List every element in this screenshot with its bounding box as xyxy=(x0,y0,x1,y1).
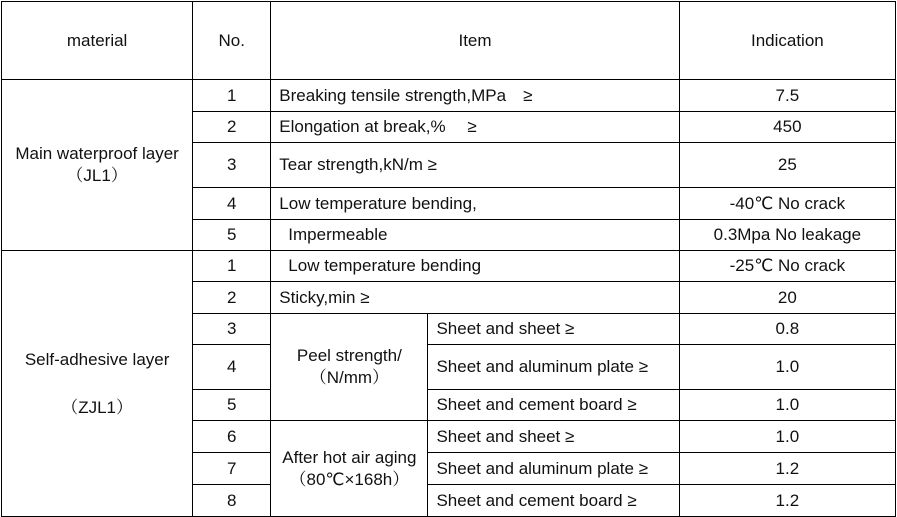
peel-strength-unit: （N/mm） xyxy=(309,368,390,387)
item-cell: Low temperature bending xyxy=(271,251,679,282)
row-number: 1 xyxy=(193,80,271,112)
item-cell: Breaking tensile strength,MPa ≥ xyxy=(271,80,679,112)
indication-cell: 1.0 xyxy=(679,345,895,390)
indication-cell: 25 xyxy=(679,143,895,188)
spec-table xyxy=(1,1,896,517)
indication-cell: -40℃ No crack xyxy=(679,188,895,220)
item-cell: Elongation at break,% ≥ xyxy=(271,112,679,143)
sub-item-cell: Sheet and aluminum plate ≥ xyxy=(428,345,679,390)
item-cell: Sticky,min ≥ xyxy=(271,282,679,314)
row-number: 2 xyxy=(193,112,271,143)
item-cell: Low temperature bending, xyxy=(271,188,679,220)
hot-air-aging-cell xyxy=(271,421,428,517)
indication-cell: 1.0 xyxy=(679,421,895,453)
sub-item-cell: Sheet and cement board ≥ xyxy=(428,485,679,517)
indication-cell: -25℃ No crack xyxy=(679,251,895,282)
row-number: 3 xyxy=(193,314,271,345)
item-cell: Tear strength,kN/m ≥ xyxy=(271,143,679,188)
hot-air-aging-condition: （80℃×168h） xyxy=(289,469,410,489)
row-number: 2 xyxy=(193,282,271,314)
header-no: No. xyxy=(193,2,271,80)
self-adhesive-layer-cell xyxy=(2,251,193,517)
indication-cell: 20 xyxy=(679,282,895,314)
row-number: 6 xyxy=(193,421,271,453)
peel-strength-cell xyxy=(271,314,428,421)
item-cell: Impermeable xyxy=(271,220,679,251)
row-number: 3 xyxy=(193,143,271,188)
row-number: 4 xyxy=(193,188,271,220)
indication-cell: 0.8 xyxy=(679,314,895,345)
hot-air-aging-label: After hot air aging xyxy=(282,447,417,467)
header-indication: Indication xyxy=(679,2,895,80)
header-material: material xyxy=(2,2,193,80)
header-row xyxy=(2,2,896,80)
table-row xyxy=(2,251,896,282)
row-number: 1 xyxy=(193,251,271,282)
row-number: 4 xyxy=(193,345,271,390)
sub-item-cell: Sheet and aluminum plate ≥ xyxy=(428,453,679,485)
main-layer-cell xyxy=(2,80,193,251)
self-adhesive-layer-code: （ZJL1） xyxy=(61,397,133,417)
main-layer-name: Main waterproof layer xyxy=(15,144,179,163)
row-number: 5 xyxy=(193,390,271,421)
indication-cell: 450 xyxy=(679,112,895,143)
indication-cell: 7.5 xyxy=(679,80,895,112)
sub-item-cell: Sheet and cement board ≥ xyxy=(428,390,679,421)
row-number: 5 xyxy=(193,220,271,251)
indication-cell: 0.3Mpa No leakage xyxy=(679,220,895,251)
table-row xyxy=(2,80,896,112)
indication-cell: 1.2 xyxy=(679,453,895,485)
row-number: 7 xyxy=(193,453,271,485)
layer-name-spacer xyxy=(2,371,192,397)
indication-cell: 1.0 xyxy=(679,390,895,421)
main-layer-code: （JL1） xyxy=(66,166,128,185)
row-number: 8 xyxy=(193,485,271,517)
header-item: Item xyxy=(271,2,679,80)
sub-item-cell: Sheet and sheet ≥ xyxy=(428,421,679,453)
sub-item-cell: Sheet and sheet ≥ xyxy=(428,314,679,345)
peel-strength-label: Peel strength/ xyxy=(296,346,402,365)
indication-cell: 1.2 xyxy=(679,485,895,517)
self-adhesive-layer-name: Self-adhesive layer xyxy=(24,349,170,369)
